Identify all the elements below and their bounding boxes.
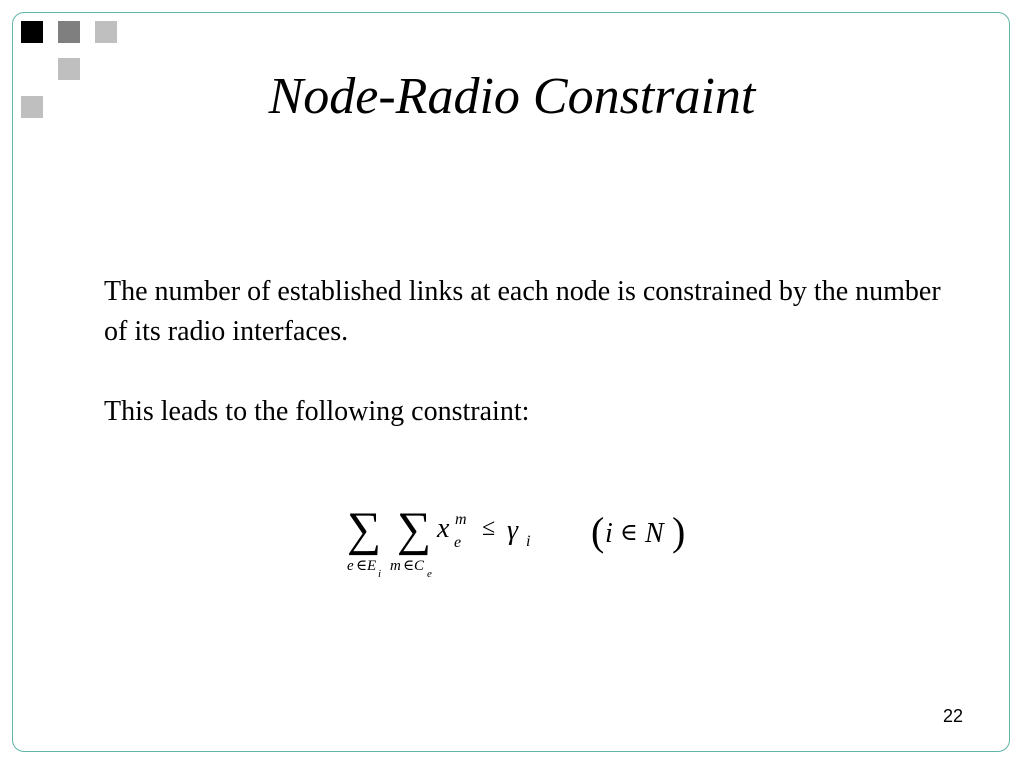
sum1-index-var: e	[347, 558, 354, 574]
slide-title: Node-Radio Constraint	[268, 68, 756, 125]
domain-var: i	[605, 518, 613, 549]
formula-variable-sup: m	[455, 511, 467, 528]
domain-close-paren: )	[672, 509, 686, 554]
formula-rhs-sub: i	[526, 533, 531, 550]
sum2-index-set: C	[414, 558, 425, 574]
domain-element-of: ∈	[620, 520, 638, 546]
domain-set: N	[645, 518, 664, 549]
sum2-index-set-sub: e	[427, 568, 432, 580]
sum-symbol-1: ∑	[347, 503, 382, 556]
paragraph-2: This leads to the following constraint:	[104, 396, 530, 427]
sum2-element-of: ∈	[403, 558, 415, 574]
sum2-index-var: m	[390, 558, 401, 574]
page-number: 22	[942, 706, 963, 726]
sum1-index-set-sub: i	[378, 568, 382, 580]
sum-symbol-2: ∑	[397, 503, 432, 556]
formula-variable-sub: e	[454, 534, 462, 551]
formula-relation: ≤	[482, 515, 496, 541]
sum1-index-set: E	[367, 558, 377, 574]
domain-open-paren: (	[591, 509, 605, 554]
formula-rhs: γ	[507, 515, 519, 546]
sum1-element-of: ∈	[356, 558, 368, 574]
formula-variable: x	[437, 513, 450, 544]
paragraph-1: The number of established links at each node is constrained by the number of its radio interfaces.	[104, 276, 941, 347]
